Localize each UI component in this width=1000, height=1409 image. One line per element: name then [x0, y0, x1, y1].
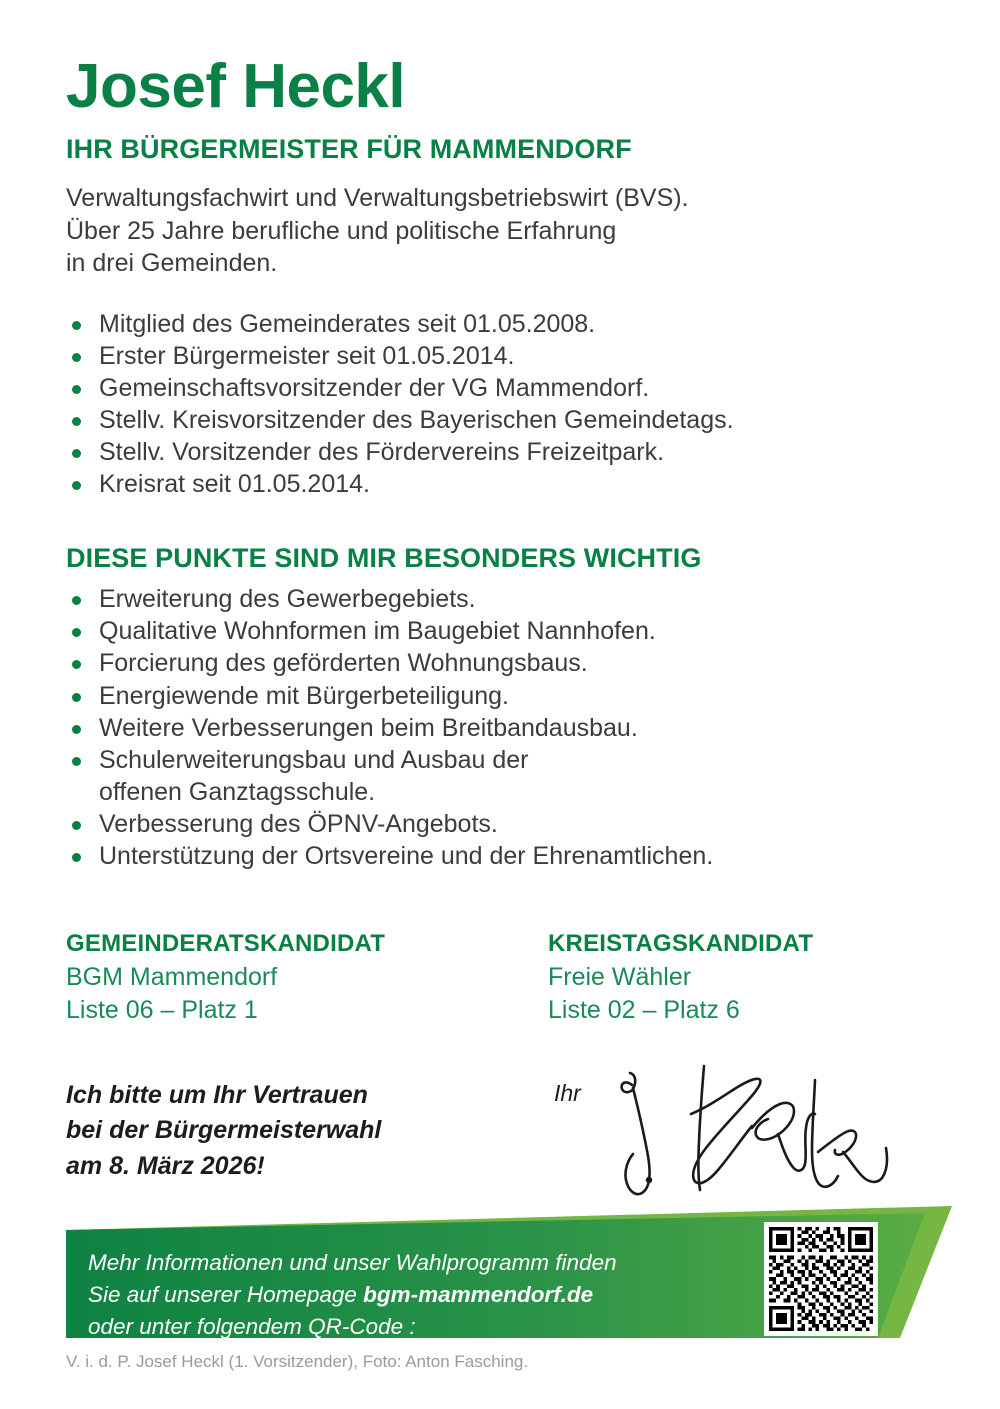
footer-line-2-prefix: Sie auf unserer Homepage: [88, 1281, 364, 1307]
candidacy-columns: [66, 872, 934, 1027]
signature-block: [548, 1078, 928, 1185]
qr-code-icon[interactable]: [764, 1222, 878, 1336]
page-title: Josef Heckl: [66, 52, 406, 121]
priorities-heading: DIESE PUNKTE SIND MIR BESONDERS WICHTIG: [66, 543, 702, 574]
subtitle: IHR BÜRGERMEISTER FÜR MAMMENDORF: [66, 134, 632, 164]
main-content: [66, 0, 934, 1184]
imprint-text: V. i. d. P. Josef Heckl (1. Vorsitzender), Foto: Anton Fasching.: [66, 1352, 529, 1371]
list-item: Qualitative Wohnformen im Baugebiet Nannhofen.: [66, 615, 934, 647]
list-item: Forcierung des geförderten Wohnungsbaus.: [66, 647, 934, 679]
homepage-link[interactable]: bgm-mammendorf.de: [363, 1281, 594, 1307]
list-item: Energiewende mit Bürgerbeteiligung.: [66, 680, 934, 712]
list-item: Gemeinschaftsvorsitzender der VG Mammendorf.: [66, 372, 934, 404]
list-item: Erster Bürgermeister seit 01.05.2014.: [66, 340, 934, 372]
priorities-list: [66, 574, 934, 872]
list-item: Stellv. Vorsitzender des Fördervereins Freizeitpark.: [66, 436, 934, 468]
appeal-text: Ich bitte um Ihr Vertrauen bei der Bürgermeisterwahl am 8. März 2026!: [66, 1080, 382, 1180]
candidacy-list-place: Liste 02 – Platz 6: [548, 996, 740, 1025]
list-item: Weitere Verbesserungen beim Breitbandausbau.: [66, 712, 934, 744]
signature-prefix: Ihr: [554, 1079, 581, 1106]
credentials-list: [66, 280, 934, 501]
list-item: Schulerweiterungsbau und Ausbau der: [66, 744, 934, 776]
list-item: offenen Ganztagsschule.: [99, 777, 376, 806]
intro-paragraph: Verwaltungsfachwirt und Verwaltungsbetriebswirt (BVS). Über 25 Jahre berufliche und politische Erfahrung in drei Gemeinden.: [66, 184, 689, 278]
candidacy-party: BGM Mammendorf: [66, 963, 278, 992]
list-item: Verbesserung des ÖPNV-Angebots.: [66, 808, 934, 840]
list-item: Kreisrat seit 01.05.2014.: [66, 468, 934, 500]
footer-line-3: oder unter folgendem QR-Code :: [88, 1313, 416, 1339]
list-item: Unterstützung der Ortsvereine und der Ehrenamtlichen.: [66, 840, 934, 872]
list-item: Mitglied des Gemeinderates seit 01.05.2008.: [66, 308, 934, 340]
candidacy-kreistag: [548, 930, 908, 1027]
footer-line-1: Mehr Informationen und unser Wahlprogramm finden: [88, 1250, 617, 1275]
list-item: Stellv. Kreisvorsitzender des Bayerischen Gemeindetags.: [66, 404, 934, 436]
appeal-row: [66, 1028, 934, 1185]
candidacy-heading: KREISTAGSKANDIDAT: [548, 930, 814, 958]
footer-text: [88, 1247, 728, 1343]
list-item: Erweiterung des Gewerbegebiets.: [66, 583, 934, 615]
candidacy-list-place: Liste 06 – Platz 1: [66, 996, 258, 1025]
candidacy-party: Freie Wähler: [548, 963, 692, 992]
candidacy-gemeinderat: [66, 930, 548, 1027]
candidacy-heading: GEMEINDERATSKANDIDAT: [66, 930, 386, 958]
